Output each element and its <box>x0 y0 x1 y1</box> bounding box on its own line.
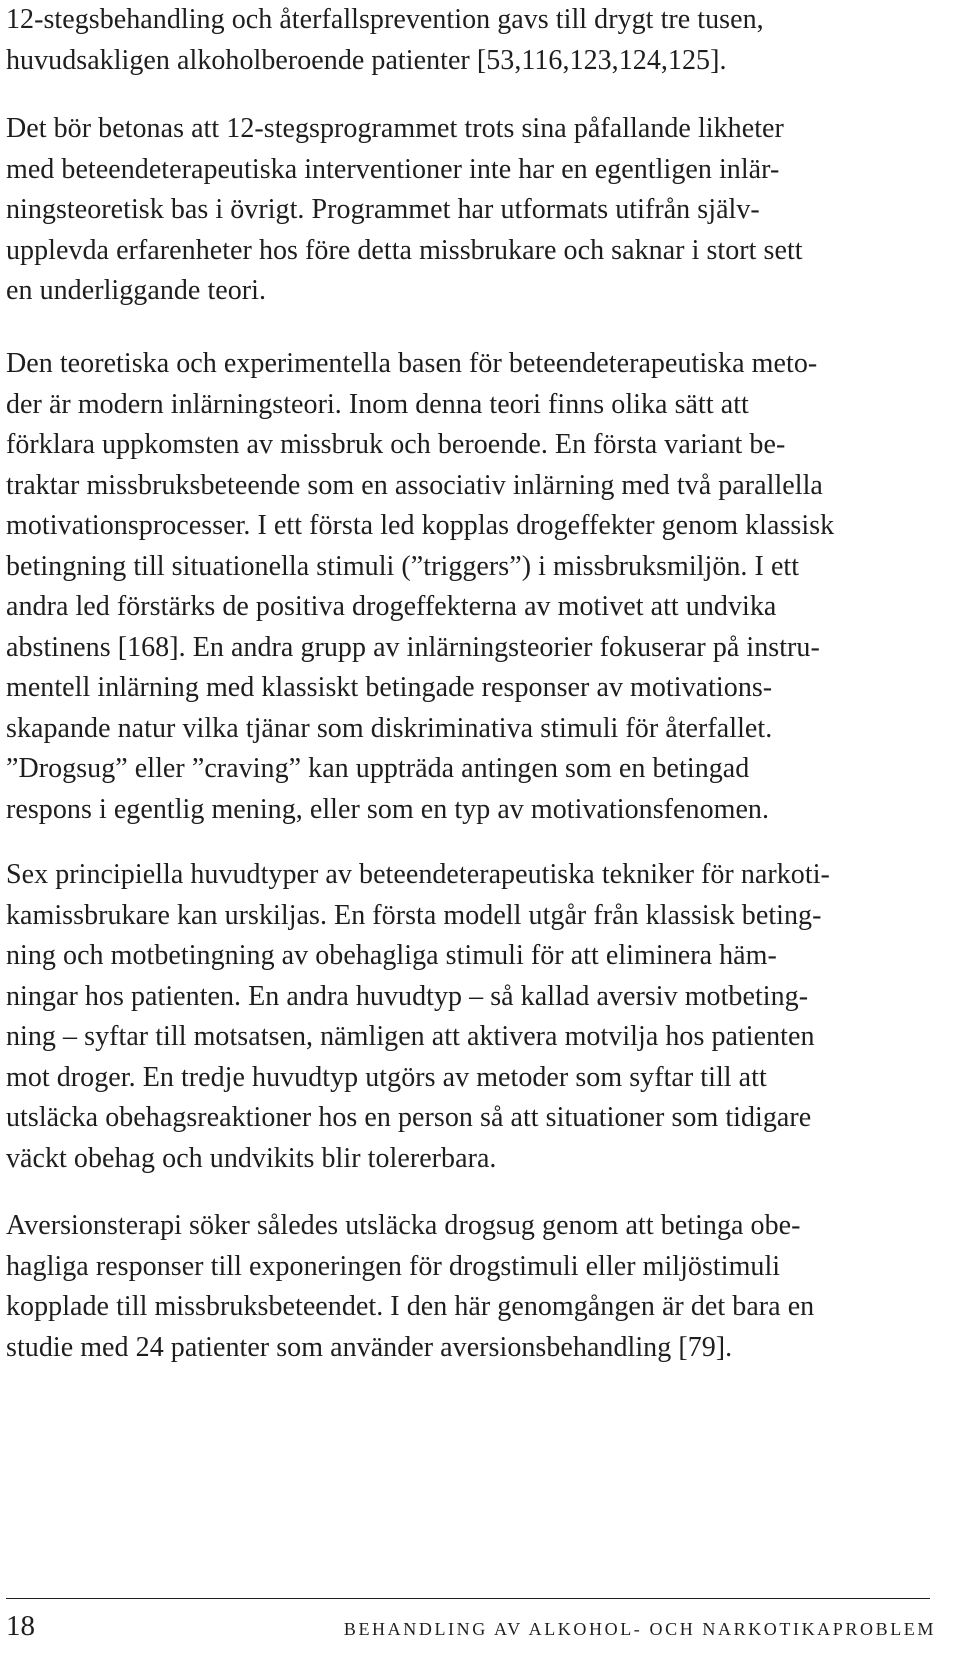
text-line: med beteendeterapeutiska interventioner inte har en egentligen inlär- <box>6 153 780 185</box>
text-line: ning – syftar till motsatsen, nämligen att aktivera motvilja hos patienten <box>6 1021 815 1052</box>
text-line: Det bör betonas att 12-stegsprogrammet trots sina påfallande likheter <box>6 113 784 144</box>
text-line: kamissbrukare kan urskiljas. En första modell utgår från klassisk beting- <box>6 899 822 931</box>
text-line: andra led förstärks de positiva drogeffekterna av motivet att undvika <box>6 591 777 622</box>
text-line: ningsteoretisk bas i övrigt. Programmet har utformats utifrån själv- <box>6 194 760 225</box>
text-line: motivationsprocesser. I ett första led kopplas drogeffekter genom klassisk <box>6 510 835 541</box>
text-line: ningar hos patienten. En andra huvudtyp – så kallad aversiv motbeting- <box>6 980 809 1012</box>
text-line: förklara uppkomsten av missbruk och beroende. En första variant be- <box>6 429 786 460</box>
text-line: ”Drogsug” eller ”craving” kan uppträda antingen som en betingad <box>6 753 750 784</box>
text-line: huvudsakligen alkoholberoende patienter [53,116,123,124,125]. <box>6 44 727 76</box>
paragraph-4 <box>6 855 830 1179</box>
text-line: betingning till situationella stimuli (”triggers”) i missbruksmiljön. I ett <box>6 550 800 582</box>
text-line: ning och motbetingning av obehagliga stimuli för att eliminera häm- <box>6 940 777 971</box>
text-line: abstinens [168]. En andra grupp av inlärningsteorier fokuserar på instru- <box>6 631 820 663</box>
text-line: Den teoretiska och experimentella basen för beteendeterapeutiska meto- <box>6 348 818 379</box>
text-line: Aversionsterapi söker således utsläcka drogsug genom att betinga obe- <box>6 1210 801 1241</box>
text-line: en underliggande teori. <box>6 275 267 306</box>
text-line: traktar missbruksbeteende som en associativ inlärning med två parallella <box>6 469 823 501</box>
text-line: der är modern inlärningsteori. Inom denna teori finns olika sätt att <box>6 388 749 420</box>
paragraph-5 <box>6 1206 814 1368</box>
paragraph-1 <box>6 0 764 81</box>
text-line: mentell inlärning med klassiskt betingade responser av motivations- <box>6 672 773 703</box>
text-line: väckt obehag och undvikits blir tolererbara. <box>6 1142 497 1174</box>
text-line: studie med 24 patienter som använder aversionsbehandling [79]. <box>6 1331 733 1363</box>
text-line: mot droger. En tredje huvudtyp utgörs av metoder som syftar till att <box>6 1061 767 1093</box>
text-line: skapande natur vilka tjänar som diskriminativa stimuli för återfallet. <box>6 712 773 744</box>
text-line: respons i egentlig mening, eller som en typ av motivationsfenomen. <box>6 793 770 825</box>
text-line: kopplade till missbruksbeteendet. I den här genomgången är det bara en <box>6 1291 815 1322</box>
text-line: hagliga responser till exponeringen för drogstimuli eller miljöstimuli <box>6 1250 781 1282</box>
running-footer-title: BEHANDLING AV ALKOHOL- OCH NARKOTIKAPROBLEM <box>343 1619 936 1639</box>
paragraph-2 <box>6 109 803 312</box>
page-number: 18 <box>6 1610 35 1642</box>
text-line: 12-stegsbehandling och återfallsprevention gavs till drygt tre tusen, <box>6 4 764 35</box>
text-line: Sex principiella huvudtyper av beteendeterapeutiska tekniker för narkoti- <box>6 859 830 890</box>
text-line: utsläcka obehagsreaktioner hos en person så att situationer som tidigare <box>6 1102 812 1133</box>
text-line: upplevda erfarenheter hos före detta missbrukare och saknar i stort sett <box>6 234 803 266</box>
footer-divider <box>6 1598 930 1599</box>
paragraph-3 <box>6 344 834 830</box>
